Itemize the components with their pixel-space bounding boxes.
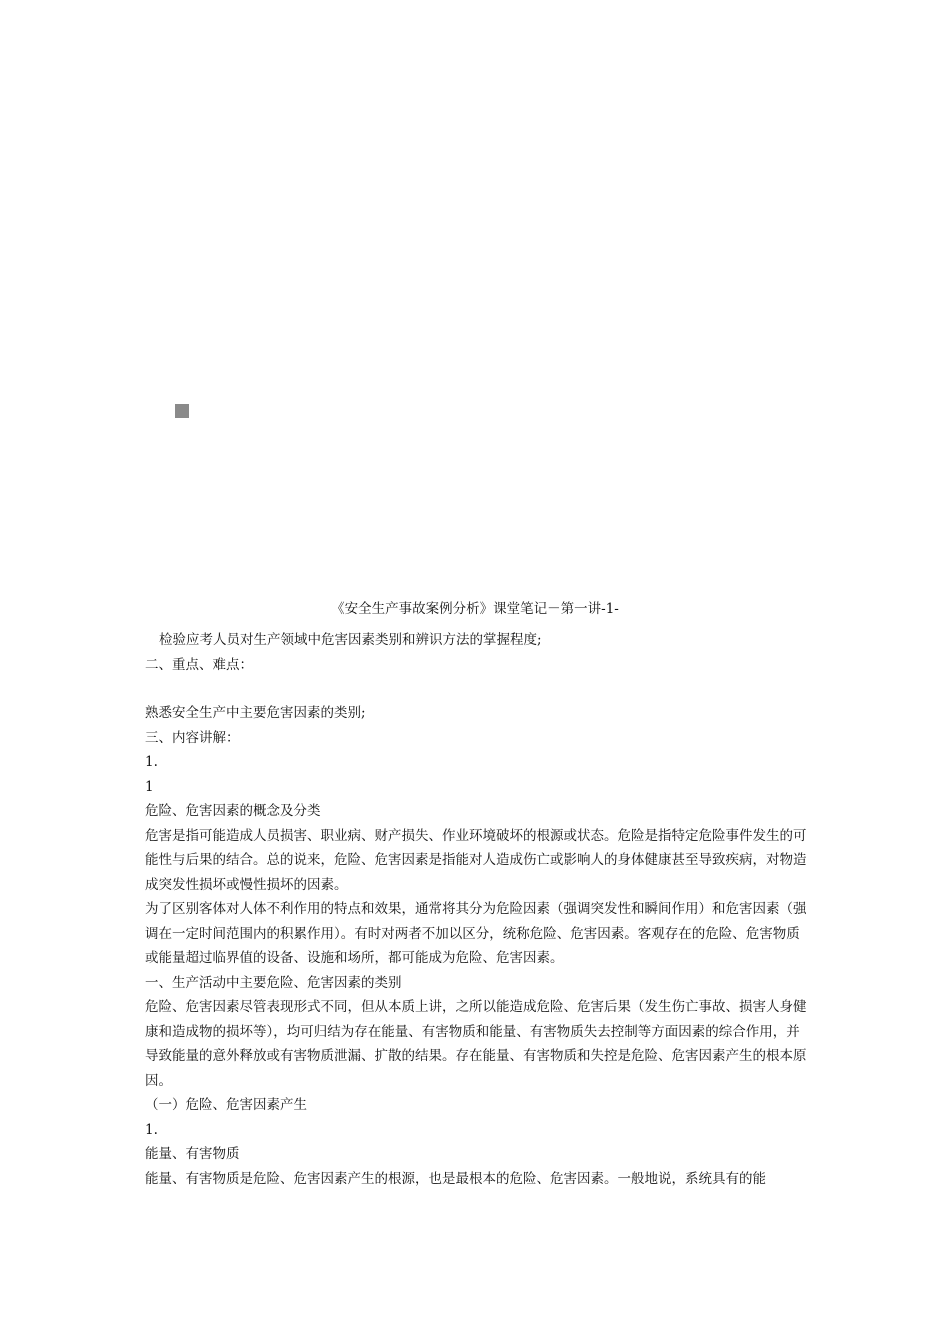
page-title: 《安全生产事故案例分析》课堂笔记－第一讲-1- — [331, 601, 619, 617]
heading-concept: 危险、危害因素的概念及分类 — [145, 803, 321, 819]
paragraph-classification: 为了区别客体对人体不利作用的特点和效果，通常将其分为危险因素（强调突发性和瞬间作用）和危害因素（强调在一定时间范围内的积累作用）。有时对两者不加以区分，统称危险、危害因素。客观存在的危险、危害物质或能量超过临界值的设备、设施和场所，都可能成为危险、危害因素。 — [145, 901, 807, 966]
paragraph-energy: 能量、有害物质是危险、危害因素产生的根源，也是最根本的危险、危害因素。一般地说，系统具有的能 — [145, 1170, 766, 1187]
square-marker-icon — [175, 404, 189, 418]
paragraph-exam-objective: 检验应考人员对生产领域中危害因素类别和辨识方法的掌握程度; — [159, 632, 542, 648]
heading-key-points: 二、重点、难点： — [145, 656, 253, 673]
paragraph-causes: 危险、危害因素尽管表现形式不同，但从本质上讲，之所以能造成危险、危害后果（发生伤亡事故、损害人身健康和造成物的损坏等），均可归结为存在能量、有害物质和能量、有害物质失去控制等方面因素的综合作用，并导致能量的意外释放或有害物质泄漏、扩散的结果。存在能量、有害物质和失控是危险、危害因素产生的根本原因。 — [145, 999, 807, 1089]
section-number: 1. — [145, 1121, 158, 1138]
heading-generation: （一）危险、危害因素产生 — [145, 1097, 307, 1113]
section-number: 1 — [145, 778, 154, 795]
section-number: 1. — [145, 754, 158, 770]
document-body — [145, 628, 807, 1191]
heading-categories: 一、生产活动中主要危险、危害因素的类别 — [145, 974, 402, 991]
heading-content: 三、内容讲解： — [145, 729, 240, 746]
heading-energy: 能量、有害物质 — [145, 1146, 240, 1162]
paragraph-definition: 危害是指可能造成人员损害、职业病、财产损失、作业环境破坏的根源或状态。危险是指特定危险事件发生的可能性与后果的结合。总的说来，危险、危害因素是指能对人造成伤亡或影响人的身体健康甚至导致疾病，对物造成突发性损坏或慢性损坏的因素。 — [145, 827, 807, 893]
paragraph-familiarize: 熟悉安全生产中主要危害因素的类别; — [145, 705, 366, 721]
spacer — [145, 677, 807, 701]
